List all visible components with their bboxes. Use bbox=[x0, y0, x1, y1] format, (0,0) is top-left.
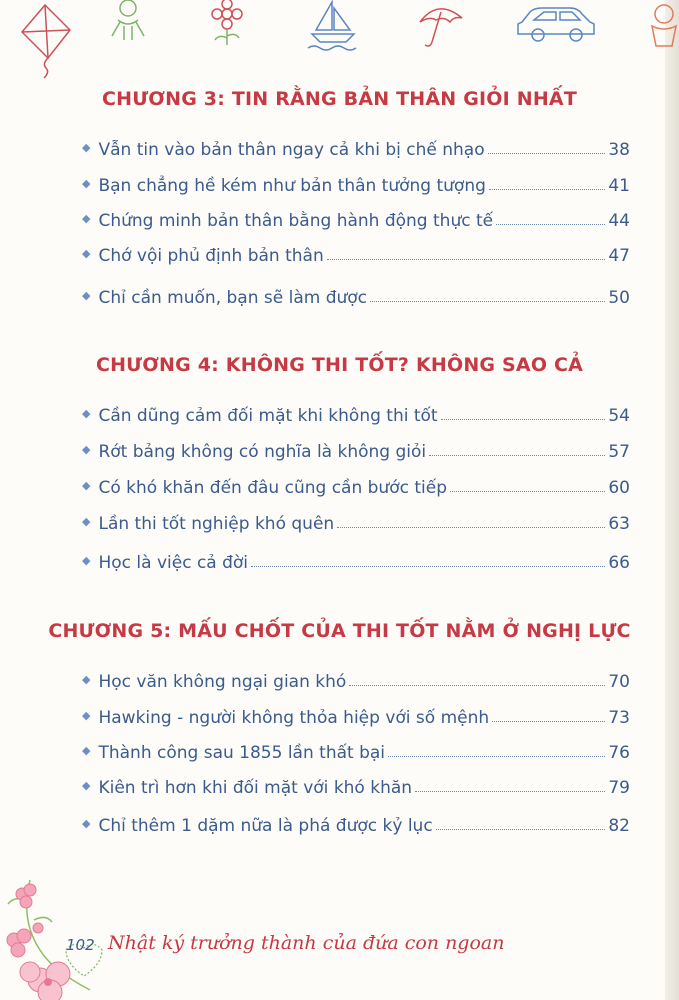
entry-title: Vẫn tin vào bản thân ngay cả khi bị chế nhạo bbox=[98, 140, 485, 160]
toc-entry[interactable] bbox=[82, 172, 630, 196]
entry-page: 60 bbox=[608, 478, 630, 498]
bullet-icon: ◆ bbox=[82, 709, 91, 722]
dot-leader bbox=[337, 527, 605, 528]
dot-leader bbox=[349, 685, 605, 686]
entry-page: 79 bbox=[608, 778, 630, 798]
sailboat-icon bbox=[308, 2, 356, 50]
entry-page: 63 bbox=[608, 514, 630, 534]
entry-page: 50 bbox=[608, 288, 630, 308]
girl-doodle-icon bbox=[652, 5, 676, 46]
bullet-icon: ◆ bbox=[82, 247, 91, 260]
toc-entry[interactable] bbox=[82, 242, 630, 266]
toc-entry[interactable] bbox=[82, 438, 630, 462]
bullet-icon: ◆ bbox=[82, 779, 91, 792]
page-edge bbox=[665, 0, 679, 1000]
entry-title: Hawking - người không thỏa hiệp với số mệnh bbox=[98, 708, 490, 728]
toc-entry[interactable] bbox=[82, 812, 630, 836]
entry-page: 38 bbox=[608, 140, 630, 160]
entry-title: Có khó khăn đến đâu cũng cần bước tiếp bbox=[98, 478, 447, 498]
entry-page: 44 bbox=[608, 211, 630, 231]
entry-page: 73 bbox=[608, 708, 630, 728]
toc-entry[interactable] bbox=[82, 549, 630, 573]
toc-entry[interactable] bbox=[82, 739, 630, 763]
toc-entry[interactable] bbox=[82, 668, 630, 692]
toc-entry[interactable] bbox=[82, 774, 630, 798]
dot-leader bbox=[488, 153, 606, 154]
toc-entry[interactable] bbox=[82, 402, 630, 426]
dot-leader bbox=[492, 721, 605, 722]
chapter-4-title: CHƯƠNG 4: KHÔNG THI TỐT? KHÔNG SAO CẢ bbox=[95, 354, 584, 376]
entry-title: Học là việc cả đời bbox=[98, 553, 249, 573]
bullet-icon: ◆ bbox=[82, 554, 91, 567]
entry-title: Chỉ thêm 1 dặm nữa là phá được kỷ lục bbox=[98, 816, 433, 836]
entry-title: Chớ vội phủ định bản thân bbox=[98, 246, 324, 266]
chapter-3-title: CHƯƠNG 3: TIN RẰNG BẢN THÂN GIỎI NHẤT bbox=[101, 88, 577, 110]
entry-title: Lần thi tốt nghiệp khó quên bbox=[98, 514, 335, 534]
bullet-icon: ◆ bbox=[82, 177, 91, 190]
entry-title: Chứng minh bản thân bằng hành động thực tế bbox=[98, 211, 494, 231]
dot-leader bbox=[441, 419, 606, 420]
entry-page: 57 bbox=[608, 442, 630, 462]
dot-leader bbox=[450, 491, 605, 492]
umbrella-icon bbox=[420, 9, 462, 46]
entry-page: 54 bbox=[608, 406, 630, 426]
child-doodle-icon bbox=[112, 0, 144, 40]
entry-page: 47 bbox=[608, 246, 630, 266]
toc-entry[interactable] bbox=[82, 474, 630, 498]
kite-icon bbox=[22, 5, 70, 78]
bullet-icon: ◆ bbox=[82, 212, 91, 225]
chapter-5-title: CHƯƠNG 5: MẤU CHỐT CỦA THI TỐT NẰM Ở NGHỊ LỰC bbox=[48, 620, 631, 642]
entry-page: 70 bbox=[608, 672, 630, 692]
toc-entry[interactable] bbox=[82, 510, 630, 534]
page-number: 102 bbox=[66, 936, 95, 954]
entry-page: 41 bbox=[608, 176, 630, 196]
bullet-icon: ◆ bbox=[82, 673, 91, 686]
entry-title: Bạn chẳng hề kém như bản thân tưởng tượng bbox=[98, 176, 486, 196]
entry-title: Thành công sau 1855 lần thất bại bbox=[98, 743, 386, 763]
bullet-icon: ◆ bbox=[82, 141, 91, 154]
running-title: Nhật ký trưởng thành của đứa con ngoan bbox=[108, 932, 505, 954]
dot-leader bbox=[436, 829, 606, 830]
top-decoration bbox=[0, 0, 679, 80]
entry-page: 82 bbox=[608, 816, 630, 836]
dot-leader bbox=[496, 224, 605, 225]
toc-entry[interactable] bbox=[82, 284, 630, 308]
bullet-icon: ◆ bbox=[82, 817, 91, 830]
entry-page: 66 bbox=[608, 553, 630, 573]
dot-leader bbox=[429, 455, 605, 456]
toc-entry[interactable] bbox=[82, 207, 630, 231]
car-icon bbox=[518, 8, 594, 41]
toc-entry[interactable] bbox=[82, 704, 630, 728]
dot-leader bbox=[415, 791, 605, 792]
bullet-icon: ◆ bbox=[82, 443, 91, 456]
bullet-icon: ◆ bbox=[82, 744, 91, 757]
dot-leader bbox=[327, 259, 606, 260]
dot-leader bbox=[370, 301, 605, 302]
bullet-icon: ◆ bbox=[82, 289, 91, 302]
bullet-icon: ◆ bbox=[82, 479, 91, 492]
entry-title: Chỉ cần muốn, bạn sẽ làm được bbox=[98, 288, 368, 308]
entry-page: 76 bbox=[608, 743, 630, 763]
dot-leader bbox=[489, 189, 605, 190]
entry-title: Học văn không ngại gian khó bbox=[98, 672, 347, 692]
bullet-icon: ◆ bbox=[82, 515, 91, 528]
entry-title: Cần dũng cảm đối mặt khi không thi tốt bbox=[98, 406, 438, 426]
flower-icon bbox=[212, 0, 242, 45]
toc-entry[interactable] bbox=[82, 136, 630, 160]
bullet-icon: ◆ bbox=[82, 407, 91, 420]
dot-leader bbox=[251, 566, 605, 567]
entry-title: Kiên trì hơn khi đối mặt với khó khăn bbox=[98, 778, 413, 798]
entry-title: Rớt bảng không có nghĩa là không giỏi bbox=[98, 442, 427, 462]
dot-leader bbox=[388, 756, 605, 757]
